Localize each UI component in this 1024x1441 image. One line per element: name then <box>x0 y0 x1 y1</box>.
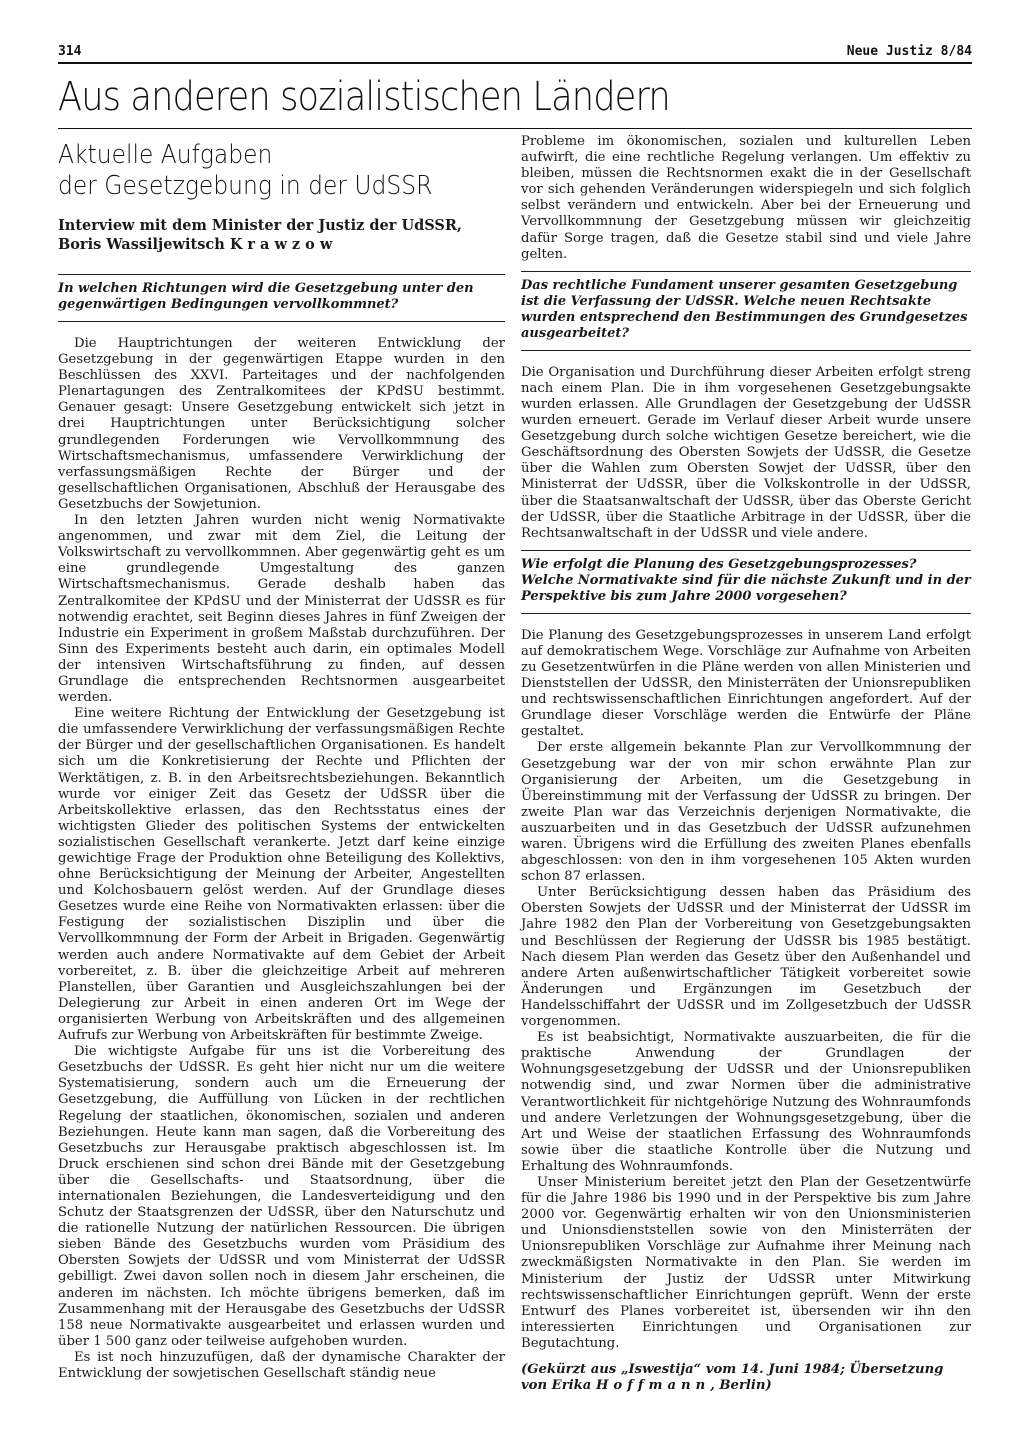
answer-2: Die Organisation und Durchführung dieser Arbeiten erfolgt streng nach einem Plan. Die in ihm vorgesehenen Gesetzgebungsakte wurden erlassen. Alle Grundlagen der Gesetzgebung der UdSSR wurden erneuert. Gerade im Verlauf dieser Arbeit wurde unsere Gesetzgebung durch solche wichtigen Gesetze bereichert, wie die Geschäftsordnung des Obersten Sowjets der UdSSR, die Gesetze über die Wahlen zum Obersten Sowjet der UdSSR, über den Ministerrat der UdSSR, über die Volkskontrolle in der UdSSR, über die Staatsanwaltschaft der UdSSR, über das Oberste Gericht der UdSSR, über die Staatliche Arbitrage in der UdSSR, über die Rechtsanwaltschaft in der UdSSR und viele andere. <box>521 364 971 541</box>
paragraph-right-1: Die Planung des Gesetzgebungsprozesses in unserem Land erfolgt auf demokratischem Wege. Vorschläge zur Aufnahme von Arbeiten zu Gesetzentwürfen in die Pläne werden von allen Ministerien und Dienststellen der UdSSR, den Ministerräten der Unionsrepubliken und rechtswissenschaftlichen Einrichtungen angefordert. Auf der Grundlage dieser Vorschläge werden die Entwürfe der Pläne gestaltet. <box>521 627 971 740</box>
translator-surname: Hoffmann <box>595 1378 711 1393</box>
journal-issue: Neue Justiz 8/84 <box>846 44 972 59</box>
paragraph-right-5: Unser Ministerium bereitet jetzt den Plan der Gesetzentwürfe für die Jahre 1986 bis 1990 und in der Perspektive bis zum Jahre 2000 vor. Gegenwärtig erhalten wir von den Unionsministerien und Unionsdienststellen sowie von den Ministerräten der Unionsrepubliken Vorschläge zur Aufnahme ihrer Meinung nach zweckmäßigsten Normativakte in den Plan. Sie werden im Ministerium der Justiz der UdSSR unter Mitwirkung rechtswissenschaftlicher Einrichtungen geprüft. Wenn der erste Entwurf des Planes vorbereitet ist, übersenden wir ihn den interessierten Einrichtungen und Organisationen zur Begutachtung. <box>521 1174 971 1351</box>
question-3: Wie erfolgt die Planung des Gesetzgebungsprozesses? Welche Normativakte sind für die nächste Zukunft und in der Perspektive bis zum Jahre 2000 vorgesehen? <box>521 550 971 614</box>
right-column <box>521 134 971 1394</box>
article-title <box>58 140 460 202</box>
page-number: 314 <box>58 44 82 59</box>
article-title-line-1: Aktuelle Aufgaben <box>58 140 273 170</box>
left-column <box>58 134 505 1382</box>
question-2: Das rechtliche Fundament unserer gesamten Gesetzgebung ist die Verfassung der UdSSR. Welche neuen Rechtsakte wurden entsprechend den Bestimmungen des Grundgesetzes ausgearbeitet? <box>521 271 971 351</box>
source-note <box>521 1362 971 1394</box>
paragraph-right-2: Der erste allgemein bekannte Plan zur Vervollkommnung der Gesetzgebung war der von mir schon erwähnte Plan zur Organisierung der Arbeiten, um die Gesetzgebung in Übereinstimmung mit der Verfassung der UdSSR zu bringen. Der zweite Plan war das Verzeichnis derjenigen Normativakte, die auszuarbeiten und in das Gesetzbuch der UdSSR aufzunehmen waren. Übrigens wird die Erfüllung des zweiten Planes ebenfalls abgeschlossen: von den in ihm vorgesehenen 105 Akten wurden schon 87 erlassen. <box>521 740 971 885</box>
paragraph-right-4: Es ist beabsichtigt, Normativakte auszuarbeiten, die für die praktische Anwendung der Grundlagen der Wohnungsgesetzgebung der UdSSR und der Unionsrepubliken notwendig sind, und zwar Normen über die administrative Verantwortlichkeit für nichtgehörige Nutzung des Wohnraumfonds und andere Verletzungen der Wohnungsgesetzgebung, über die Art und Weise der staatlichen Erfassung des Wohnraumfonds sowie über die staatliche Kontrolle über die Nutzung und Erhaltung des Wohnraumfonds. <box>521 1030 971 1174</box>
question-1: In welchen Richtungen wird die Gesetzgebung unter den gegenwärtigen Bedingungen vervollkommnet? <box>58 274 505 322</box>
paragraph-left-5: Es ist noch hinzuzufügen, daß der dynamische Charakter der Entwicklung der sowjetischen Gesellschaft ständig neue <box>58 1349 505 1381</box>
paragraph-right-continuation: Probleme im ökonomischen, sozialen und kulturellen Leben aufwirft, die eine rechtliche Regelung verlangen. Um effektiv zu bleiben, müssen die Rechtsnormen exakt die in der Gesellschaft vor sich gehenden Veränderungen widerspiegeln und sich folglich selbst verändern und entwickeln. Aber bei der Erneuerung und Vervollkommnung der Gesetzgebung müssen wir gleichzeitig dafür Sorge tragen, daß die Gesetze stabil sind und viele Jahre gelten. <box>521 134 971 262</box>
paragraph-left-4: Die wichtigste Aufgabe für uns ist die Vorbereitung des Gesetzbuchs der UdSSR. Es geht hier nicht nur um die weitere Systematisierung, sondern auch um die Erneuerung der Gesetzgebung, die Auffüllung von Lücken in der rechtlichen Regelung der staatlichen, ökonomischen, sozialen und anderen Beziehungen. Heute kann man sagen, daß die Vorbereitung des Gesetzbuchs zur Herausgabe praktisch abgeschlossen ist. Im Druck erschienen sind schon drei Bände mit der Gesetzgebung über die Gesellschafts- und Staatsordnung, über die internationalen Beziehungen, die Landesverteidigung und den Schutz der Staatsgrenzen der UdSSR, über den Naturschutz und die rationelle Nutzung der natürlichen Ressourcen. Die übrigen sieben Bände des Gesetzbuchs wurden vom Präsidium des Obersten Sowjets der UdSSR und vom Ministerrat der UdSSR gebilligt. Zwei davon sollen noch in diesem Jahr erscheinen, die anderen im nächsten. Ich möchte übrigens bemerken, daß im Zusammenhang mit der Herausgabe des Gesetzbuchs der UdSSR 158 neue Normativakte ausgearbeitet und erlassen wurden und über 1 500 ganz oder teilweise aufgehoben wurden. <box>58 1044 505 1349</box>
minister-name: Boris Wassiljewitsch <box>58 236 225 253</box>
paragraph-left-1: Die Hauptrichtungen der weiteren Entwicklung der Gesetzgebung in der gegenwärtigen Etappe wurden in den Beschlüssen des XXVI. Parteitages und der nachfolgenden Plenartagungen des Zentralkomitees der KPdSU bestimmt. Genauer gesagt: Unsere Gesetzgebung entwickelt sich jetzt in drei Hauptrichtungen unter Berücksichtigung solcher grundlegenden Forderungen wie Vervollkommnung des Wirtschaftsmechanismus, umfassendere Verwirklichung der verfassungsmäßigen Rechte der Bürger und der gesellschaftlichen Organisationen, Abschluß der Herausgabe des Gesetzbuchs der Sowjetunion. <box>58 336 505 512</box>
section-title: Aus anderen sozialistischen Ländern <box>58 74 670 120</box>
subtitle-line-2 <box>58 235 505 254</box>
section-rule <box>58 128 972 129</box>
running-header <box>58 44 972 59</box>
source-prefix: (Gekürzt aus „Iswestija“ vom 14. Juni 1984; Übersetzung von <box>521 1362 944 1393</box>
header-rule <box>58 62 972 64</box>
article-subtitle <box>58 216 505 254</box>
source-suffix: , Berlin) <box>710 1378 772 1393</box>
minister-surname: Krawzow <box>229 236 338 253</box>
translator-name: Erika <box>551 1378 592 1393</box>
paragraph-left-3: Eine weitere Richtung der Entwicklung der Gesetzgebung ist die umfassendere Verwirklichung der verfassungsmäßigen Rechte der Bürger und der gesellschaftlichen Organisationen. Es handelt sich um die Konkretisierung der Rechte und Pflichten der Werktätigen, z. B. in den Arbeitsrechtsbeziehungen. Bekanntlich wurde vor einiger Zeit das Gesetz der UdSSR über die Arbeitskollektive erlassen, das den Rechtsstatus eines der wichtigsten Glieder des politischen Systems der entwickelten sozialistischen Gesellschaft verankerte. Jetzt darf keine einzige gewichtige Frage der Produktion ohne Beteiligung des Kollektivs, ohne Berücksichtigung der Meinung der Arbeiter, Angestellten und Kolchosbauern gelöst werden. Auf der Grundlage dieses Gesetzes wurde eine Reihe von Normativakten erlassen: über die Festigung der sozialistischen Disziplin und über die Vervollkommnung der Form der Arbeit in Brigaden. Gegenwärtig werden auch andere Normativakte auf dem Gebiet der Arbeit vorbereitet, z. B. über die gleichzeitige Arbeit auf mehreren Planstellen, über Garantien und Ausgleichszahlungen bei der Delegierung zur Arbeit in einen anderen Ort im Wege der organisierten Werbung von Arbeitskräften und des allgemeinen Aufrufs zur Werbung von Arbeitskräften für bestimmte Zweige. <box>58 706 505 1044</box>
subtitle-line-1: Interview mit dem Minister der Justiz der UdSSR, <box>58 217 462 234</box>
paragraph-right-3: Unter Berücksichtigung dessen haben das Präsidium des Obersten Sowjets der UdSSR und der Ministerrat der UdSSR im Jahre 1982 den Plan der Vorbereitung von Gesetzgebungsakten und Beschlüssen der Regierung der UdSSR bis 1985 bestätigt. Nach diesem Plan werden das Gesetz über den Außenhandel und andere Arten außenwirtschaftlicher Tätigkeit vorbereitet sowie Änderungen und Ergänzungen im Gesetzbuch der Handelsschiffahrt der UdSSR und im Zollgesetzbuch der UdSSR vorgenommen. <box>521 885 971 1030</box>
article-title-line-2: der Gesetzgebung in der UdSSR <box>58 171 433 201</box>
paragraph-left-2: In den letzten Jahren wurden nicht wenig Normativakte angenommen, und zwar mit dem Ziel, die Leitung der Volkswirtschaft zu vervollkommnen. Aber gegenwärtig geht es um eine grundlegende Umgestaltung des ganzen Wirtschaftsmechanismus. Gerade deshalb haben das Zentralkomitee der KPdSU und der Ministerrat der UdSSR es für notwendig erachtet, seit Beginn dieses Jahres in fünf Zweigen der Industrie ein Experiment in großem Maßstab durchzuführen. Der Sinn des Experiments besteht auch darin, ein optimales Modell der intensiven Wirtschaftsführung zu finden, auf dessen Grundlage die entsprechenden Rechtsnormen ausgearbeitet werden. <box>58 513 505 706</box>
